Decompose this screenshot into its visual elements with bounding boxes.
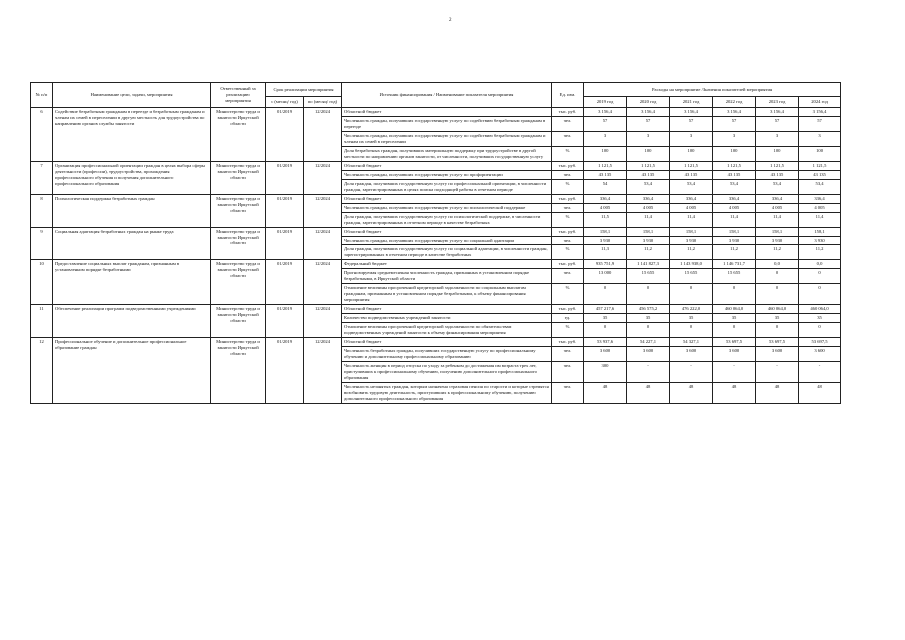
source-indicator: Областной бюджет [342,338,552,347]
year-value: 3 600 [584,347,627,362]
source-indicator: Доля граждан, получивших государственную услугу по профессиональной ориентации, в численности граждан, зарегистрированных в целях поиска подходящей работы в отчетном периоде [342,179,552,194]
year-value: 158,1 [799,227,841,236]
year-value: 100 [670,146,713,161]
year-value: 1 121,5 [756,161,799,170]
year-value: 457 217,6 [584,305,627,314]
year-value: 3 [627,131,670,146]
activity-name: Психологическая поддержка безработных граждан [53,194,211,227]
year-value: 1 121,5 [799,161,841,170]
table-row [31,260,841,269]
program-table [30,82,841,404]
year-value: 4 005 [799,203,841,212]
unit: тыс. руб. [552,338,584,347]
year-value: 48 [627,382,670,403]
header-year: 2021 год [670,97,713,108]
term-from: 01/2019 [266,260,304,305]
header-expenses: Расходы на мероприятие /Значения показателей мероприятия [584,83,841,97]
year-value: 11,2 [799,245,841,260]
year-value: 11,4 [627,212,670,227]
year-value: 158,1 [670,227,713,236]
activity-name: Содействие безработным гражданам в переезде и безработным гражданам и членам их семей в переселении в другую местность для трудоустройства по направлению органов службы занятости [53,108,211,162]
year-value: 336,4 [584,194,627,203]
source-indicator: Прогнозируемая среднемесячная численность граждан, признанных в установленном порядке безработными, в Иркутской области [342,269,552,284]
term-from: 01/2019 [266,338,304,404]
header-responsible: Ответственный за реализацию мероприятия [211,83,266,108]
responsible-org: Министерство труда и занятости Иркутской области [211,227,266,260]
term-to: 12/2024 [304,108,342,162]
term-to: 12/2024 [304,194,342,227]
term-from: 01/2019 [266,108,304,162]
year-value: 57 [670,116,713,131]
year-value: - [627,362,670,383]
year-value: 57 [627,116,670,131]
year-value: 460 064,0 [799,305,841,314]
year-value: 0 [584,284,627,305]
year-value: 336,4 [713,194,756,203]
year-value: - [799,362,841,383]
year-value: 3 [713,131,756,146]
year-value: 3 600 [713,347,756,362]
year-value: 1 121,5 [670,161,713,170]
header-year: 2024 год [799,97,841,108]
row-number: 9 [31,227,53,260]
header-term-to: по (месяц/ год) [304,97,342,108]
table-row [31,108,841,117]
year-value: 13 000 [584,269,627,284]
year-value: 53,4 [627,179,670,194]
source-indicator: Областной бюджет [342,305,552,314]
source-indicator: Областной бюджет [342,161,552,170]
row-number: 7 [31,161,53,194]
year-value: 53,4 [799,179,841,194]
year-value: 43 135 [584,170,627,179]
year-value: 100 [756,146,799,161]
year-value: 1 121,5 [584,161,627,170]
row-number: 8 [31,194,53,227]
unit: чел. [552,170,584,179]
year-value: - [713,362,756,383]
year-value: 35 [627,314,670,323]
year-value: 100 [799,146,841,161]
year-value: 43 135 [799,170,841,179]
header-year: 2022 год [713,97,756,108]
source-indicator: Численность граждан, получивших государственную услугу по психологической поддержке [342,203,552,212]
year-value: 11,3 [584,245,627,260]
source-indicator: Численность безработных граждан, получивших государственную услугу по профессиональному обучению и дополнительному профессиональному образованию [342,347,552,362]
source-indicator: Доля безработных граждан, получивших материальную поддержку при трудоустройстве в другой местности по направлению органов занятости, от численности, получивших государственную услугу [342,146,552,161]
unit: чел. [552,347,584,362]
term-to: 12/2024 [304,260,342,305]
year-value: 57 [799,116,841,131]
table-row [31,194,841,203]
year-value: 3 930 [670,236,713,245]
year-value: 48 [713,382,756,403]
row-number: 12 [31,338,53,404]
year-value: 57 [713,116,756,131]
year-value: 3 930 [756,236,799,245]
table-row [31,338,841,347]
year-value: 3 156,4 [670,108,713,117]
year-value: 1 146 731,7 [713,260,756,269]
year-value: 11,4 [799,212,841,227]
year-value: 935 751,9 [584,260,627,269]
activity-name: Предоставление социальных выплат гражданам, признанным в установленном порядке безработными [53,260,211,305]
source-indicator: Численность незанятых граждан, которым назначена страховая пенсия по старости и которые стремятся возобновить трудовую деятельность, приступивших к профессиональному обучению, получению дополнительного профессионального образования [342,382,552,403]
year-value: 0 [799,323,841,338]
header-source: Источник финансирования / Наименование показателя мероприятия [342,83,552,108]
year-value: 43 135 [756,170,799,179]
year-value: 11,5 [584,212,627,227]
year-value: 100 [627,146,670,161]
year-value: 336,4 [670,194,713,203]
year-value: 158,1 [584,227,627,236]
year-value: 11,4 [713,212,756,227]
year-value: - [756,362,799,383]
year-value: 0 [670,284,713,305]
term-from: 01/2019 [266,194,304,227]
year-value: 11,4 [756,212,799,227]
year-value: 0,0 [756,260,799,269]
header-year: 2023 год [756,97,799,108]
year-value: 3 600 [627,347,670,362]
year-value: 460 064,0 [756,305,799,314]
term-from: 01/2019 [266,161,304,194]
header-term-from: с (месяц/ год) [266,97,304,108]
responsible-org: Министерство труда и занятости Иркутской области [211,194,266,227]
source-indicator: Количество подведомственных учреждений занятости [342,314,552,323]
unit: % [552,146,584,161]
year-value: 0 [627,284,670,305]
table-header [31,83,841,108]
year-value: 35 [713,314,756,323]
year-value: 3 [670,131,713,146]
year-value: 0 [670,323,713,338]
year-value: 4 005 [756,203,799,212]
unit: % [552,245,584,260]
source-indicator: Отношение величины просроченной кредиторской задолженности по обязательствам подведомственных учреждений занятости к объему финансирования мероприятия [342,323,552,338]
source-indicator: Областной бюджет [342,194,552,203]
year-value: 4 005 [713,203,756,212]
unit: чел. [552,203,584,212]
year-value: 54 227,1 [627,338,670,347]
year-value: 3 156,4 [756,108,799,117]
year-value: 300 [584,362,627,383]
year-value: 100 [584,146,627,161]
unit: % [552,323,584,338]
term-from: 01/2019 [266,305,304,338]
year-value: 3 600 [670,347,713,362]
header-year: 2019 год [584,97,627,108]
year-value: 336,4 [756,194,799,203]
responsible-org: Министерство труда и занятости Иркутской области [211,108,266,162]
year-value: 35 [799,314,841,323]
year-value: 43 135 [713,170,756,179]
year-value: 3 156,4 [584,108,627,117]
year-value: 11,2 [713,245,756,260]
year-value: 4 005 [584,203,627,212]
unit: тыс. руб. [552,108,584,117]
year-value: 53,4 [713,179,756,194]
year-value: 0 [756,269,799,284]
year-value: 158,1 [756,227,799,236]
year-value: 460 064,0 [713,305,756,314]
source-indicator: Федеральный бюджет [342,260,552,269]
source-indicator: Областной бюджет [342,108,552,117]
source-indicator: Отношение величины просроченной кредиторской задолженности по социальным выплатам гражданам, признанным в установленном порядке безработными, к объему финансирования мероприятия [342,284,552,305]
year-value: 3 [584,131,627,146]
year-value: 43 135 [670,170,713,179]
activity-name: Профессиональное обучение и дополнительное профессиональное образование граждан [53,338,211,404]
responsible-org: Министерство труда и занятости Иркутской области [211,338,266,404]
responsible-org: Министерство труда и занятости Иркутской области [211,161,266,194]
table-row [31,161,841,170]
term-to: 12/2024 [304,161,342,194]
table-row [31,227,841,236]
unit: чел. [552,382,584,403]
year-value: 48 [799,382,841,403]
year-value: 3 930 [627,236,670,245]
activity-name: Организация профессиональной ориентации граждан в целях выбора сферы деятельности (профессии), трудоустройства, прохождения профессионального обучения и получения дополнительного профессионального образования [53,161,211,194]
term-to: 12/2024 [304,338,342,404]
unit: чел. [552,269,584,284]
year-value: 53 697,5 [756,338,799,347]
year-value: 0 [584,323,627,338]
year-value: 35 [756,314,799,323]
activity-name: Социальная адаптация безработных граждан на рынке труда [53,227,211,260]
unit: чел. [552,116,584,131]
year-value: 57 [756,116,799,131]
term-to: 12/2024 [304,305,342,338]
responsible-org: Министерство труда и занятости Иркутской области [211,305,266,338]
source-indicator: Доля граждан, получивших государственную услугу по психологической поддержке, в численности граждан, зарегистрированных в отчетном периоде в качестве безработных [342,212,552,227]
year-value: 57 [584,116,627,131]
year-value: 53 697,5 [799,338,841,347]
year-value: 1 121,5 [627,161,670,170]
year-value: 53 937,6 [584,338,627,347]
table-row [31,305,841,314]
unit: % [552,179,584,194]
year-value: 3 156,4 [627,108,670,117]
year-value: 3 930 [713,236,756,245]
year-value: 48 [756,382,799,403]
table-body [31,108,841,404]
year-value: 3 156,4 [713,108,756,117]
year-value: 15 655 [627,269,670,284]
term-from: 01/2019 [266,227,304,260]
header-term: Срок реализации мероприятия [266,83,342,97]
year-value: 158,1 [713,227,756,236]
unit: чел. [552,131,584,146]
year-value: 1 121,5 [713,161,756,170]
year-value: 3 [799,131,841,146]
year-value: 15 655 [713,269,756,284]
year-value: 4 005 [627,203,670,212]
year-value: 0 [756,323,799,338]
unit: чел. [552,362,584,383]
activity-name: Обеспечение реализации программ подведомственными учреждениями [53,305,211,338]
year-value: 54 [584,179,627,194]
source-indicator: Численность женщин в период отпуска по уходу за ребенком до достижения им возраста трех лет, приступивших к профессиональному обучению, получению дополнительного профессионального образования [342,362,552,383]
row-number: 11 [31,305,53,338]
source-indicator: Численность граждан, получивших государственную услугу по профориентации [342,170,552,179]
year-value: 336,4 [799,194,841,203]
unit: тыс. руб. [552,305,584,314]
year-value: 48 [670,382,713,403]
year-value: 3 930 [584,236,627,245]
year-value: 100 [713,146,756,161]
term-to: 12/2024 [304,227,342,260]
year-value: 0 [756,284,799,305]
year-value: 0 [713,284,756,305]
unit: тыс. руб. [552,227,584,236]
unit: тыс. руб. [552,161,584,170]
row-number: 10 [31,260,53,305]
year-value: 11,4 [670,212,713,227]
year-value: 11,2 [670,245,713,260]
year-value: 0 [799,269,841,284]
year-value: 35 [584,314,627,323]
source-indicator: Численность граждан, получивших государственную услугу по содействию безработным гражданам в переезде [342,116,552,131]
year-value: 0,0 [799,260,841,269]
year-value: 35 [670,314,713,323]
year-value: 1 143 938,0 [670,260,713,269]
year-value: 53 697,5 [713,338,756,347]
year-value: 1 141 827,3 [627,260,670,269]
year-value: 15 655 [670,269,713,284]
unit: тыс. руб. [552,194,584,203]
year-value: 3 600 [799,347,841,362]
responsible-org: Министерство труда и занятости Иркутской области [211,260,266,305]
source-indicator: Доля граждан, получивших государственную услугу по социальной адаптации, в численности граждан, зарегистрированных в отчетном периоде в качестве безработных [342,245,552,260]
unit: % [552,284,584,305]
year-value: 0 [713,323,756,338]
header-no: № п/п [31,83,53,108]
year-value: 53,4 [756,179,799,194]
year-value: 53,4 [670,179,713,194]
year-value: 3 600 [756,347,799,362]
unit: тыс. руб. [552,260,584,269]
year-value: 43 135 [627,170,670,179]
unit: чел. [552,236,584,245]
year-value: 456 575,2 [627,305,670,314]
year-value: 54 327,1 [670,338,713,347]
year-value: 3 930 [799,236,841,245]
year-value: 4 005 [670,203,713,212]
year-value: 11,2 [756,245,799,260]
year-value: 158,1 [627,227,670,236]
year-value: 476 222,0 [670,305,713,314]
unit: ед. [552,314,584,323]
row-number: 6 [31,108,53,162]
year-value: - [670,362,713,383]
page-number: 2 [449,18,452,23]
year-value: 336,4 [627,194,670,203]
year-value: 11,2 [627,245,670,260]
source-indicator: Численность граждан, получивших государственную услугу по содействию безработным гражданам и членам их семей в переселении [342,131,552,146]
source-indicator: Численность граждан, получивших государственную услугу по социальной адаптации [342,236,552,245]
header-year: 2020 год [627,97,670,108]
year-value: 48 [584,382,627,403]
unit: % [552,212,584,227]
header-unit: Ед. изм. [552,83,584,108]
year-value: 0 [627,323,670,338]
header-name: Наименование цели, задачи, мероприятия [53,83,211,108]
year-value: 0 [799,284,841,305]
year-value: 3 [756,131,799,146]
source-indicator: Областной бюджет [342,227,552,236]
year-value: 3 156,4 [799,108,841,117]
